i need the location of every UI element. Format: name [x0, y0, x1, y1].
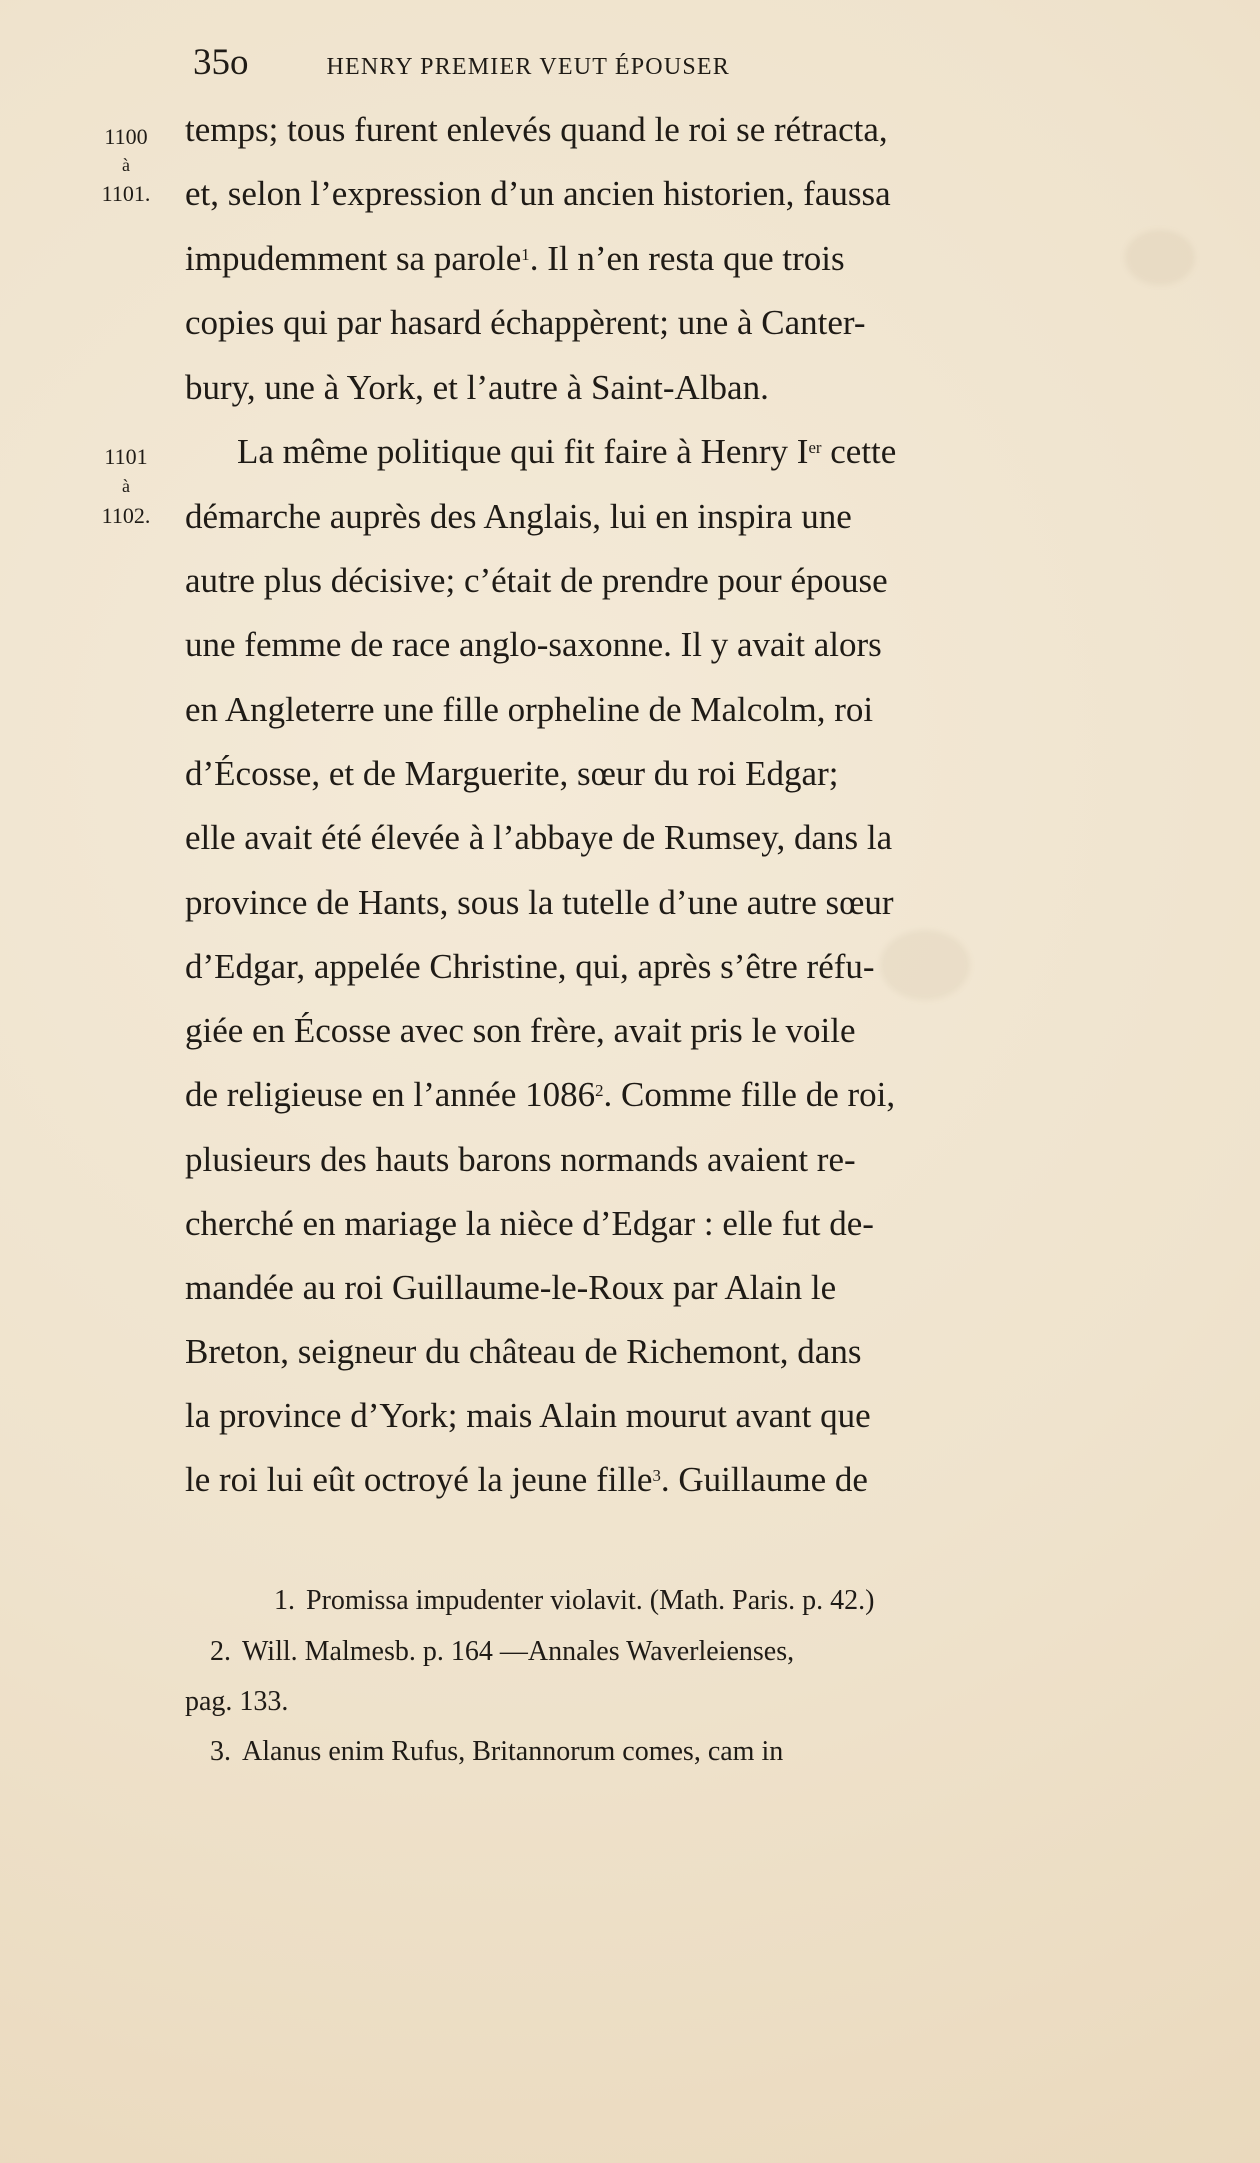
- footnote-text: Will. Malmesb. p. 164 —Annales Waverleienses,: [242, 1636, 795, 1667]
- superscript-marker: er: [808, 437, 822, 457]
- footnote: [210, 1738, 783, 1766]
- paper-stain: [880, 930, 970, 1000]
- main-text-line: cherché en mariage la nièce d’Edgar : elle fut de-: [185, 1204, 874, 1243]
- main-text-line: [237, 434, 896, 469]
- margin-date: à: [122, 155, 130, 175]
- footnote-number: 2.: [210, 1636, 231, 1667]
- main-text-line: et, selon l’expression d’un ancien historien, faussa: [185, 174, 891, 213]
- main-text-line: [185, 1462, 868, 1497]
- main-text-fragment: . Guillaume de: [660, 1460, 868, 1499]
- margin-date: 1102.: [101, 503, 151, 528]
- margin-date: 1101.: [101, 181, 151, 206]
- main-text-line: d’Écosse, et de Marguerite, sœur du roi Edgar;: [185, 754, 839, 793]
- main-text-line: plusieurs des hauts barons normands avaient re-: [185, 1140, 856, 1179]
- margin-date: à: [122, 476, 130, 496]
- footnote-number: 1.: [274, 1585, 295, 1616]
- page-header: [193, 44, 993, 104]
- footnote: [210, 1638, 794, 1666]
- main-text-fragment: de religieuse en l’année 1086: [185, 1075, 596, 1114]
- footnote-text: Promissa impudenter violavit. (Math. Paris. p. 42.): [306, 1585, 875, 1616]
- footnote: [185, 1688, 288, 1716]
- main-text-line: temps; tous furent enlevés quand le roi se rétracta,: [185, 110, 888, 149]
- main-text-line: autre plus décisive; c’était de prendre pour épouse: [185, 561, 888, 600]
- footnote-number: 3.: [210, 1736, 231, 1767]
- main-text-line: la province d’York; mais Alain mourut avant que: [185, 1396, 871, 1435]
- main-text-line: copies qui par hasard échappèrent; une à Canter-: [185, 303, 866, 342]
- main-text-line: en Angleterre une fille orpheline de Malcolm, roi: [185, 690, 874, 729]
- main-text-line: Breton, seigneur du château de Richemont, dans: [185, 1332, 862, 1371]
- main-text-fragment: . Comme fille de roi,: [603, 1075, 896, 1114]
- main-text-line: elle avait été élevée à l’abbaye de Rumsey, dans la: [185, 818, 893, 857]
- footnote: [274, 1587, 875, 1615]
- footnote-ref: 1: [521, 244, 530, 264]
- main-text-line: d’Edgar, appelée Christine, qui, après s’être réfu-: [185, 947, 875, 986]
- main-text-line: giée en Écosse avec son frère, avait pris le voile: [185, 1011, 856, 1050]
- main-text-line: [185, 1077, 895, 1112]
- main-text-line: mandée au roi Guillaume-le-Roux par Alain le: [185, 1268, 837, 1307]
- main-text-fragment: le roi lui eût octroyé la jeune fille: [185, 1460, 653, 1499]
- margin-date: 1100: [104, 124, 148, 149]
- main-text-fragment: La même politique qui fit faire à Henry I: [237, 432, 809, 471]
- footnote-ref: 2: [595, 1080, 604, 1100]
- running-title: HENRY PREMIER VEUT ÉPOUSER: [326, 54, 730, 80]
- footnote-text: Alanus enim Rufus, Britannorum comes, cam in: [242, 1736, 784, 1767]
- paper-stain: [1125, 230, 1195, 285]
- main-text-line: démarche auprès des Anglais, lui en inspira une: [185, 497, 852, 536]
- page-number: 35o: [193, 42, 249, 83]
- main-text-line: [185, 241, 845, 276]
- main-text-fragment: cette: [821, 432, 897, 471]
- margin-date: 1101: [104, 444, 148, 469]
- main-text-line: province de Hants, sous la tutelle d’une autre sœur: [185, 883, 894, 922]
- main-text-line: bury, une à York, et l’autre à Saint-Alban.: [185, 368, 769, 407]
- footnote-text: pag. 133.: [185, 1686, 289, 1717]
- main-text-fragment: . Il n’en resta que trois: [529, 239, 845, 278]
- footnote-ref: 3: [652, 1465, 661, 1485]
- main-text-fragment: impudemment sa parole: [185, 239, 522, 278]
- main-text-line: une femme de race anglo-saxonne. Il y avait alors: [185, 625, 882, 664]
